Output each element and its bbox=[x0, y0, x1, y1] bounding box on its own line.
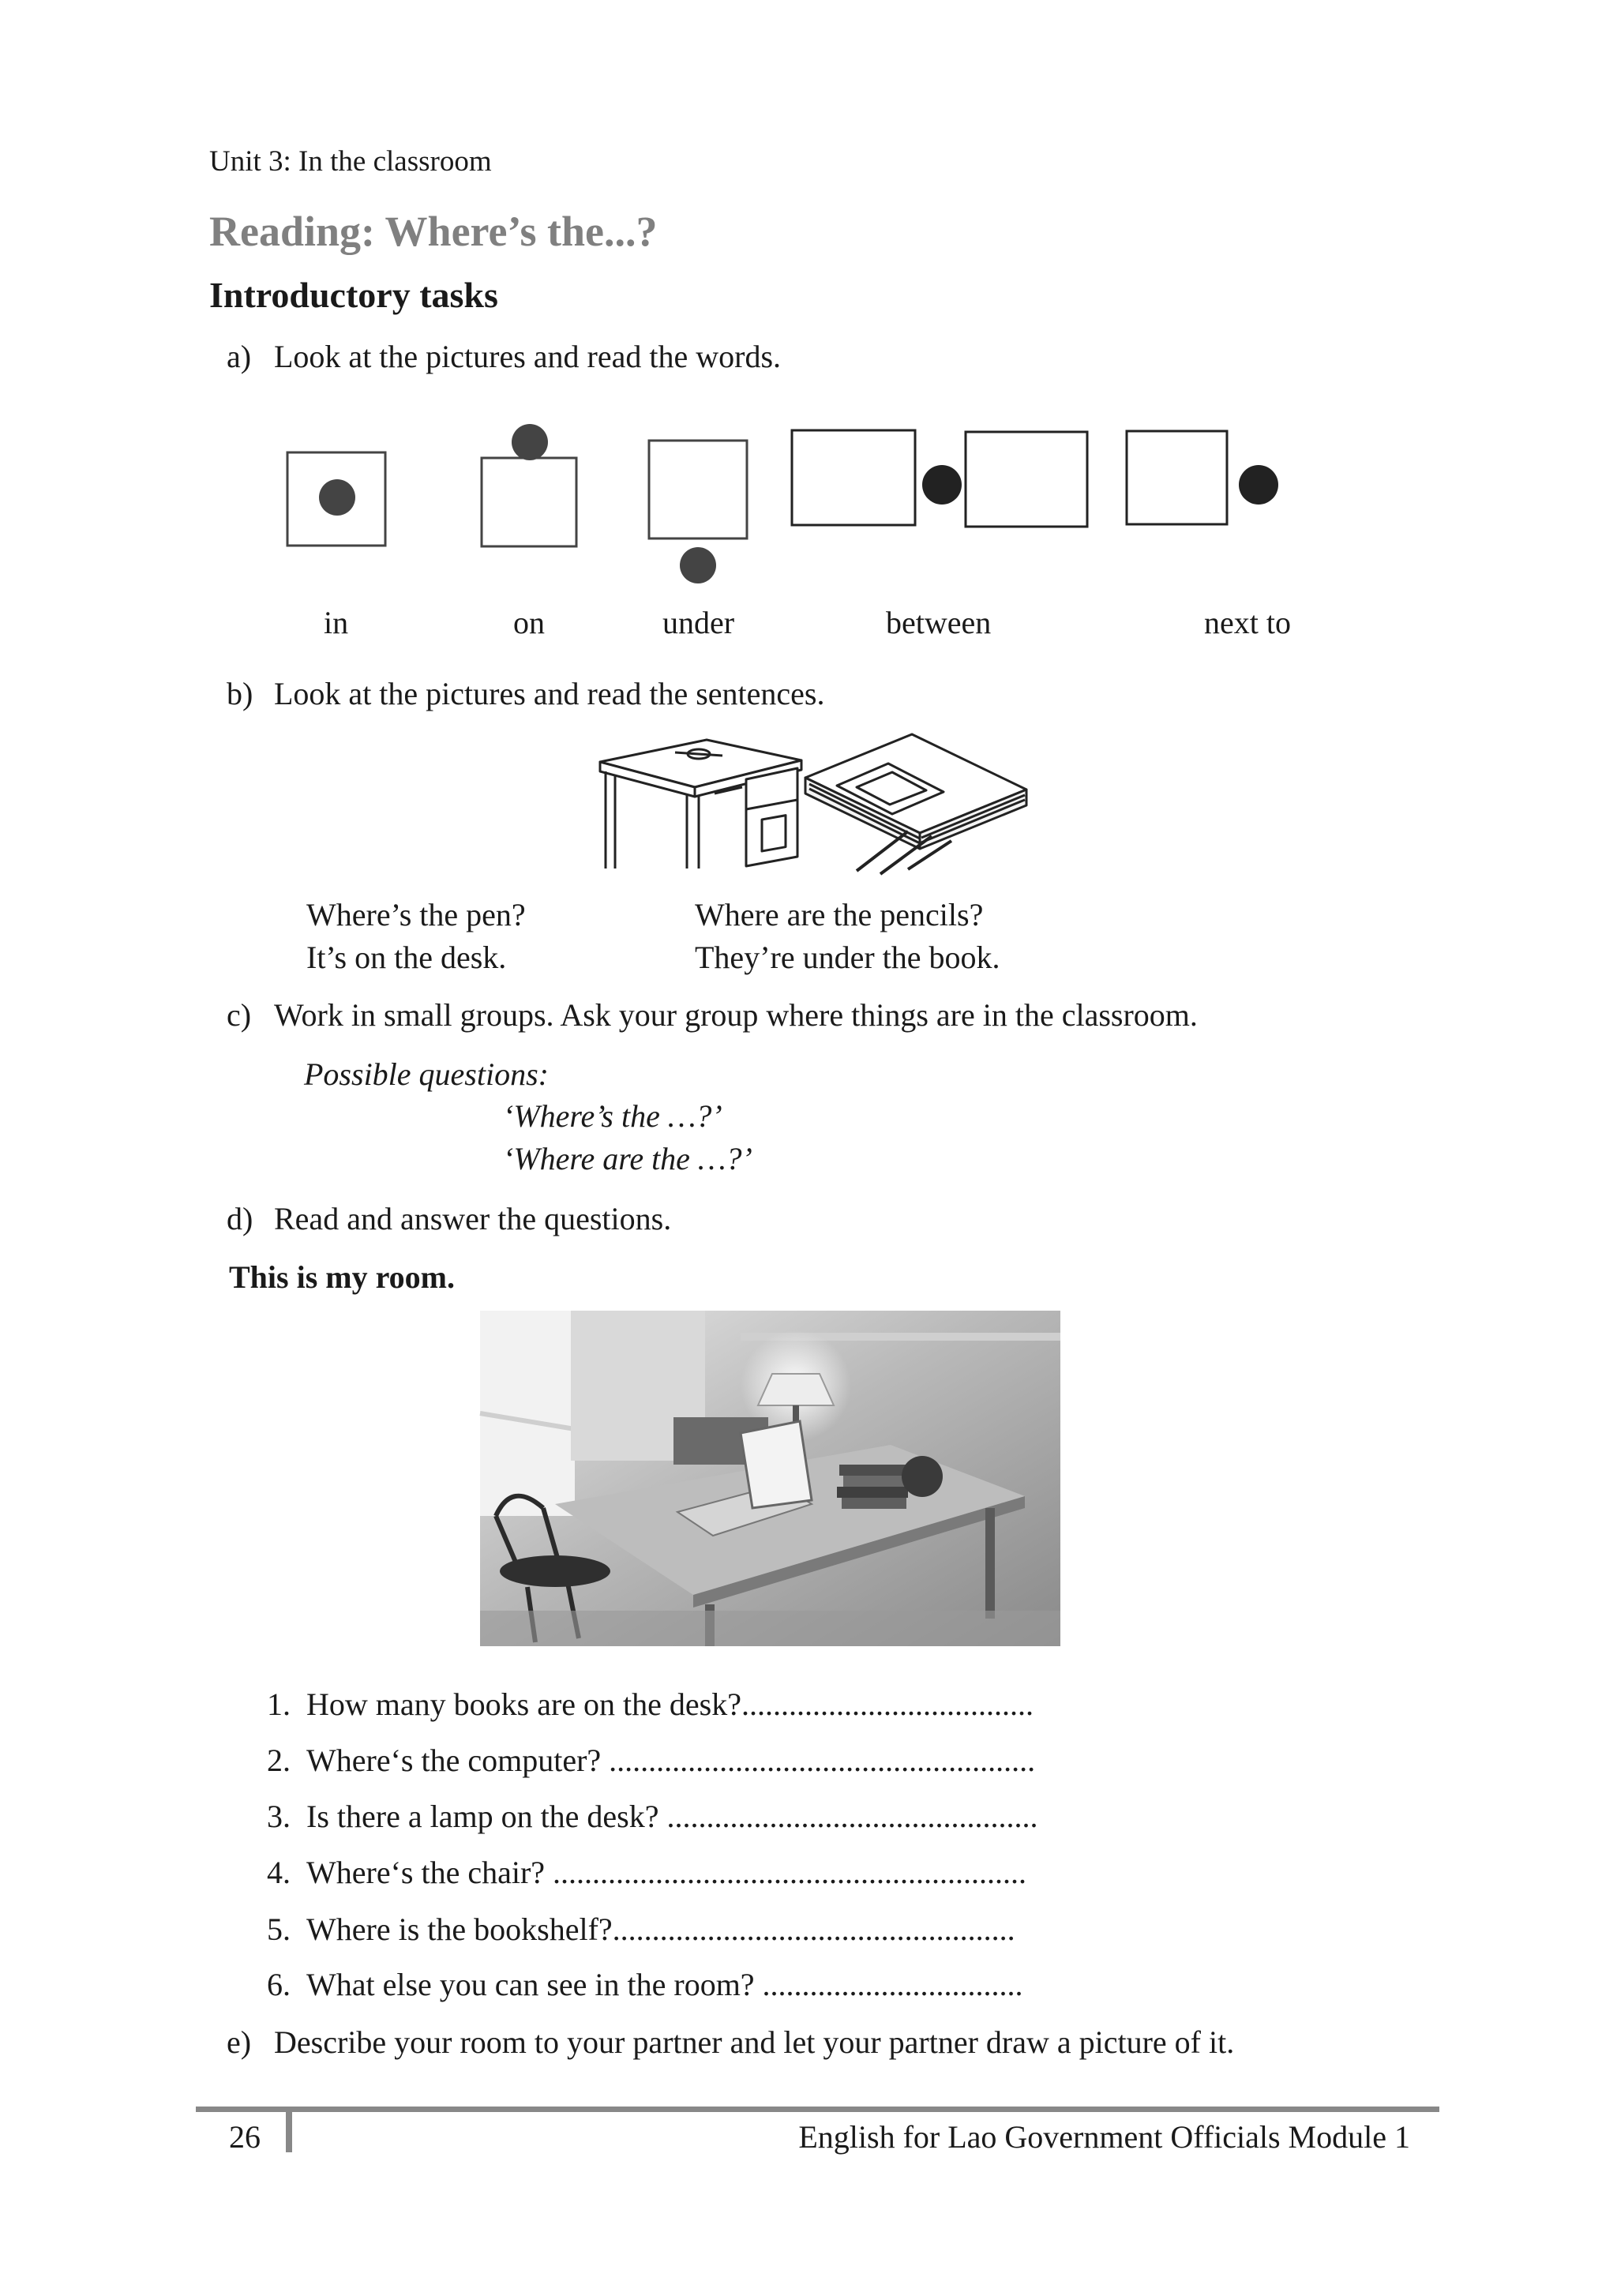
possible-question-1: ‘Where’s the …?’ bbox=[503, 1098, 722, 1134]
task-e-text: Describe your room to your partner and let your partner draw a picture of it. bbox=[274, 2024, 1235, 2060]
possible-question-2: ‘Where are the …?’ bbox=[503, 1141, 752, 1176]
question-2 bbox=[267, 1742, 1035, 1779]
question-1 bbox=[267, 1686, 1034, 1723]
question-5 bbox=[267, 1911, 1015, 1948]
question-3 bbox=[267, 1798, 1038, 1835]
question-2-number: 2. bbox=[267, 1743, 291, 1778]
example-left-question: Where’s the pen? bbox=[306, 897, 526, 932]
question-3-text: Is there a lamp on the desk? ............................................... bbox=[306, 1799, 1038, 1834]
diagram-between bbox=[792, 430, 1087, 527]
desk-and-book-illustration bbox=[596, 730, 1038, 880]
diagram-on bbox=[482, 424, 576, 546]
question-5-text: Where is the bookshelf?................................................... bbox=[306, 1911, 1015, 1947]
possible-questions-label: Possible questions: bbox=[304, 1056, 549, 1092]
task-d-letter: d) bbox=[227, 1201, 253, 1236]
question-3-number: 3. bbox=[267, 1799, 291, 1834]
task-a-letter: a) bbox=[227, 339, 252, 374]
task-c-text: Work in small groups. Ask your group where things are in the classroom. bbox=[274, 997, 1198, 1033]
task-c bbox=[227, 996, 1198, 1034]
example-right-answer: They’re under the book. bbox=[695, 940, 1000, 975]
desk-icon bbox=[600, 740, 801, 869]
section-title: Introductory tasks bbox=[209, 275, 498, 315]
book-icon bbox=[805, 734, 1026, 849]
question-1-number: 1. bbox=[267, 1686, 291, 1722]
label-under: under bbox=[662, 605, 735, 640]
task-e-letter: e) bbox=[227, 2024, 252, 2060]
room-photo bbox=[480, 1311, 1060, 1646]
room-caption: This is my room. bbox=[229, 1259, 455, 1295]
task-d bbox=[227, 1200, 671, 1237]
label-next-to: next to bbox=[1204, 605, 1291, 640]
question-4 bbox=[267, 1854, 1026, 1891]
task-c-letter: c) bbox=[227, 997, 252, 1033]
task-b bbox=[227, 675, 825, 712]
reading-title: Reading: Where’s the...? bbox=[209, 208, 658, 255]
footer-book-title: English for Lao Government Officials Module 1 bbox=[798, 2119, 1410, 2155]
page-number: 26 bbox=[229, 2119, 261, 2155]
diagram-next-to bbox=[1127, 431, 1278, 524]
task-d-text: Read and answer the questions. bbox=[274, 1201, 672, 1236]
question-4-number: 4. bbox=[267, 1855, 291, 1890]
label-between: between bbox=[886, 605, 992, 640]
footer-divider bbox=[286, 2107, 292, 2152]
task-e bbox=[227, 2024, 1234, 2061]
diagram-in bbox=[287, 452, 385, 546]
preposition-diagrams bbox=[0, 0, 1617, 616]
example-left-answer: It’s on the desk. bbox=[306, 940, 507, 975]
question-1-text: How many books are on the desk?..................................... bbox=[306, 1686, 1034, 1722]
question-2-text: Where‘s the computer? ...................................................... bbox=[306, 1743, 1036, 1778]
running-head: Unit 3: In the classroom bbox=[209, 145, 492, 178]
question-4-text: Where‘s the chair? ............................................................ bbox=[306, 1855, 1027, 1890]
question-6 bbox=[267, 1966, 1023, 2003]
task-b-text: Look at the pictures and read the sentences. bbox=[274, 676, 825, 711]
label-on: on bbox=[513, 605, 545, 640]
task-b-letter: b) bbox=[227, 676, 253, 711]
question-6-text: What else you can see in the room? ................................. bbox=[306, 1967, 1023, 2002]
question-6-number: 6. bbox=[267, 1967, 291, 2002]
label-in: in bbox=[324, 605, 349, 640]
question-5-number: 5. bbox=[267, 1911, 291, 1947]
task-a-text: Look at the pictures and read the words. bbox=[274, 339, 782, 374]
diagram-under bbox=[649, 441, 747, 583]
footer-rule bbox=[196, 2107, 1439, 2112]
example-right-question: Where are the pencils? bbox=[695, 897, 984, 932]
